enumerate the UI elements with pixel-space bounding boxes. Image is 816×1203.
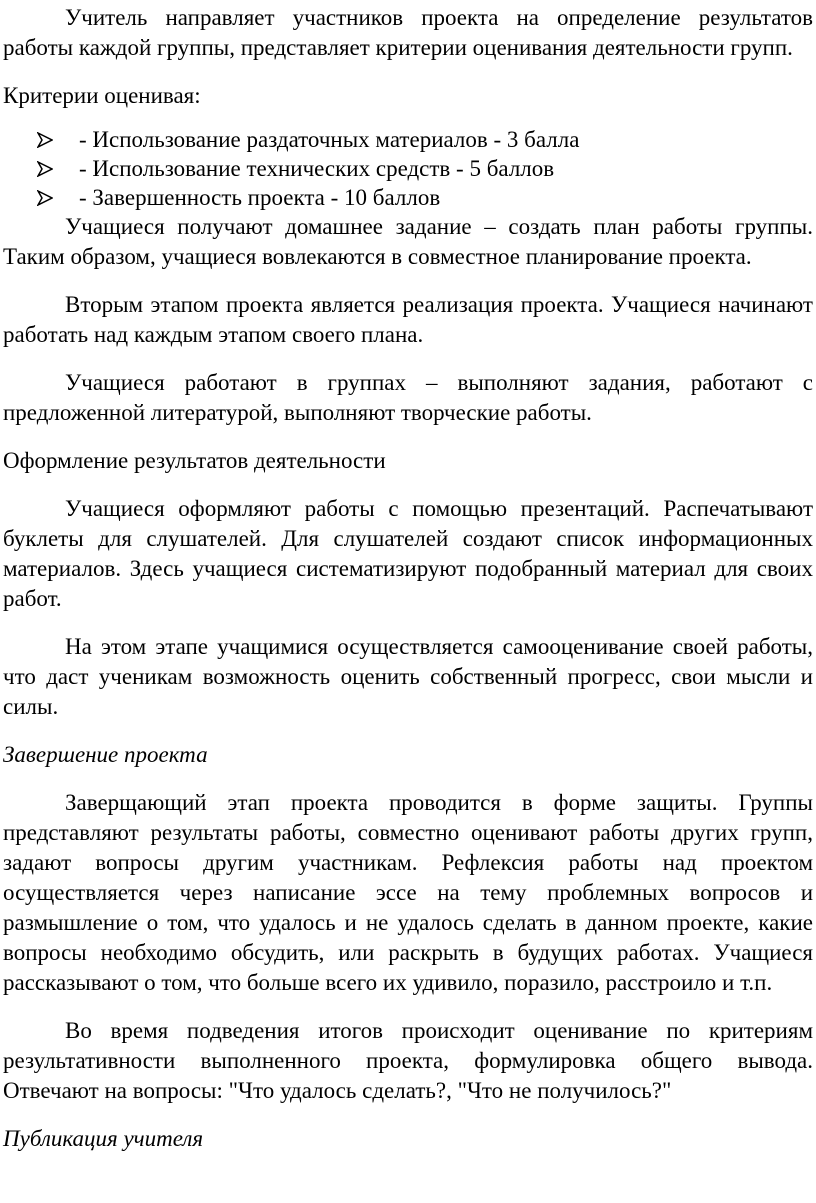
paragraph-presentation: Учащиеся оформляют работы с помощью презентаций. Распечатывают буклеты для слушателей. Для слушателей создают список информационных материалов. Здесь учащиеся систематизируют подобранный материал для своих работ. <box>3 496 813 611</box>
paragraph-group-work: Учащиеся работают в группах – выполняют задания, работают с предложенной литературой, выполняют творческие работы. <box>3 370 813 425</box>
list-item <box>3 125 813 154</box>
criteria-list <box>3 125 813 212</box>
paragraph-self-assessment: На этом этапе учащимися осуществляется самооценивание своей работы, что даст ученикам возможность оценить собственный прогресс, свои мысли и силы. <box>3 634 813 719</box>
arrowhead-bullet-icon <box>37 132 53 148</box>
arrowhead-bullet-icon <box>37 161 53 177</box>
list-item <box>3 183 813 212</box>
list-item <box>3 154 813 183</box>
paragraph-homework: Учащиеся получают домашнее задание – создать план работы группы. Таким образом, учащиеся вовлекаются в совместное планирование проекта. <box>3 214 813 269</box>
paragraph-intro: Учитель направляет участников проекта на определение результатов работы каждой группы, представляет критерии оценивания деятельности групп. <box>3 5 813 60</box>
heading-results: Оформление результатов деятельности <box>3 448 386 473</box>
list-item-label: - Использование раздаточных материалов - 3 балла <box>79 127 580 152</box>
criteria-heading: Критерии оценивая: <box>3 83 201 108</box>
paragraph-summary: Во время подведения итогов происходит оценивание по критериям результативности выполненного проекта, формулировка общего вывода. Отвечают на вопросы: "Что удалось сделать?, "Что не получилось?" <box>3 1018 813 1103</box>
paragraph-defense: Заверщающий этап проекта проводится в форме защиты. Группы представляют результаты работы, совместно оценивают работы других групп, задают вопросы другим участникам. Рефлексия работы над проектом осуществляется через написание эссе на тему проблемных вопросов и размышление о том, что удалось и не удалось сделать в данном проекте, какие вопросы необходимо обсудить, или раскрыть в будущих работах. Учащиеся рассказывают о том, что больше всего их удивило, поразило, расстроило и т.п. <box>3 790 813 995</box>
heading-publication: Публикация учителя <box>3 1126 204 1151</box>
list-item-label: - Использование технических средств - 5 баллов <box>79 156 555 181</box>
paragraph-second-stage: Вторым этапом проекта является реализация проекта. Учащиеся начинают работать над каждым этапом своего плана. <box>3 292 813 347</box>
list-item-label: - Завершенность проекта - 10 баллов <box>79 185 441 210</box>
arrowhead-bullet-icon <box>37 190 53 206</box>
heading-completion: Завершение проекта <box>3 742 208 767</box>
